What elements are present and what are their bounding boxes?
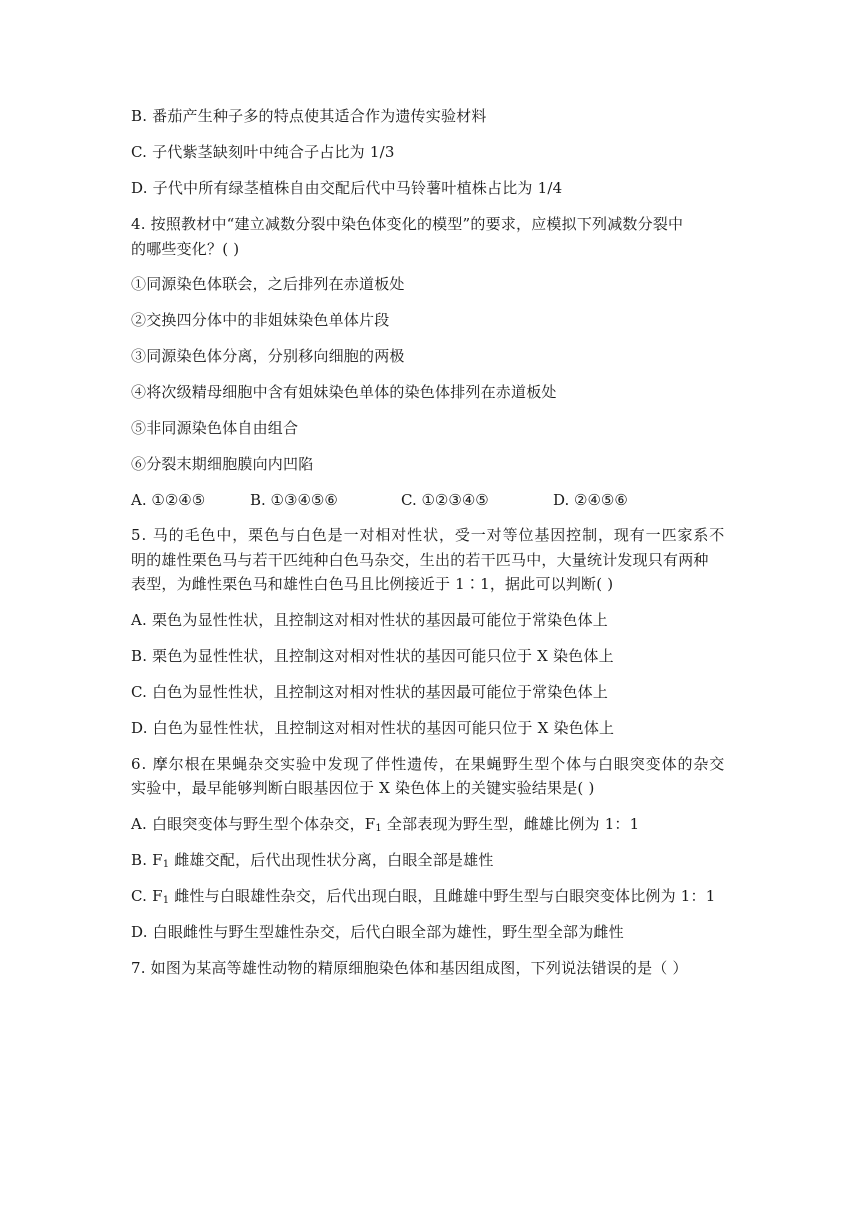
q5-option-a: A. 栗色为显性性状，且控制这对相对性状的基因最可能位于常染色体上 (131, 611, 608, 629)
q4-item-5: ⑤非同源染色体自由组合 (131, 419, 299, 437)
q4-item-3: ③同源染色体分离，分别移向细胞的两极 (131, 347, 405, 365)
q4-stem-line2: 的哪些变化？( ) (131, 240, 240, 258)
q6-option-c-subscript: 1 (162, 895, 170, 906)
q7-stem: 7. 如图为某高等雄性动物的精原细胞染色体和基因组成图，下列说法错误的是（ ） (131, 959, 688, 977)
q4-option-c: C. ①②③④⑤ (401, 491, 489, 509)
q6-option-c-rest: 雌性与白眼雄性杂交，后代出现白眼，且雌雄中野生型与白眼突变体比例为 1：1 (169, 887, 716, 905)
q6-option-b-subscript: 1 (162, 859, 170, 870)
q3-option-b: B. 番茄产生种子多的特点使其适合作为遗传实验材料 (131, 107, 487, 125)
q4-option-a: A. ①②④⑤ (131, 491, 206, 509)
q5-stem-line3: 表型，为雌性栗色马和雄性白色马且比例接近于 1∶1，据此可以判断( ) (131, 575, 614, 593)
q4-item-6: ⑥分裂末期细胞膜向内凹陷 (131, 455, 314, 473)
q4-option-b: B. ①③④⑤⑥ (250, 491, 338, 509)
q6-option-b (131, 850, 494, 870)
q6-option-b-text: B. F (131, 851, 163, 869)
q5-stem-line2: 明的雄性栗色马与若干匹纯种白色马杂交，生出的若干匹马中，大量统计发现只有两种 (131, 551, 709, 569)
q6-option-d: D. 白眼雌性与野生型雄性杂交，后代白眼全部为雄性，野生型全部为雌性 (131, 923, 624, 941)
q4-stem-line1: 4. 按照教材中“建立减数分裂中染色体变化的模型”的要求，应模拟下列减数分裂中 (131, 215, 684, 233)
q6-option-c (131, 886, 715, 906)
q6-option-a-rest: 全部表现为野生型，雌雄比例为 1：1 (381, 815, 640, 833)
q3-option-d: D. 子代中所有绿茎植株自由交配后代中马铃薯叶植株占比为 1/4 (131, 179, 563, 197)
q6-option-c-text: C. F (131, 887, 163, 905)
q5-option-b: B. 栗色为显性性状，且控制这对相对性状的基因可能只位于 X 染色体上 (131, 647, 614, 665)
q6-stem-line2: 实验中，最早能够判断白眼基因位于 X 染色体上的关键实验结果是( ) (131, 779, 595, 797)
q5-option-c: C. 白色为显性性状，且控制这对相对性状的基因最可能位于常染色体上 (131, 683, 609, 701)
q6-option-a (131, 814, 639, 834)
q4-item-2: ②交换四分体中的非姐妹染色单体片段 (131, 311, 390, 329)
q5-stem-line1: 5. 马的毛色中，栗色与白色是一对相对性状，受一对等位基因控制，现有一匹家系不 (131, 526, 726, 544)
q4-item-4: ④将次级精母细胞中含有姐妹染色单体的染色体排列在赤道板处 (131, 383, 557, 401)
q4-item-1: ①同源染色体联会，之后排列在赤道板处 (131, 275, 405, 293)
q4-option-d: D. ②④⑤⑥ (553, 491, 628, 509)
q5-option-d: D. 白色为显性性状，且控制这对相对性状的基因可能只位于 X 染色体上 (131, 719, 615, 737)
q6-option-a-text: A. 白眼突变体与野生型个体杂交，F (131, 815, 376, 833)
q6-option-a-subscript: 1 (375, 823, 382, 834)
q6-option-b-rest: 雌雄交配，后代出现性状分离，白眼全部是雄性 (169, 851, 494, 869)
q6-stem-line1: 6. 摩尔根在果蝇杂交实验中发现了伴性遗传，在果蝇野生型个体与白眼突变体的杂交 (131, 755, 726, 773)
q3-option-c: C. 子代紫茎缺刻叶中纯合子占比为 1/3 (131, 143, 395, 161)
